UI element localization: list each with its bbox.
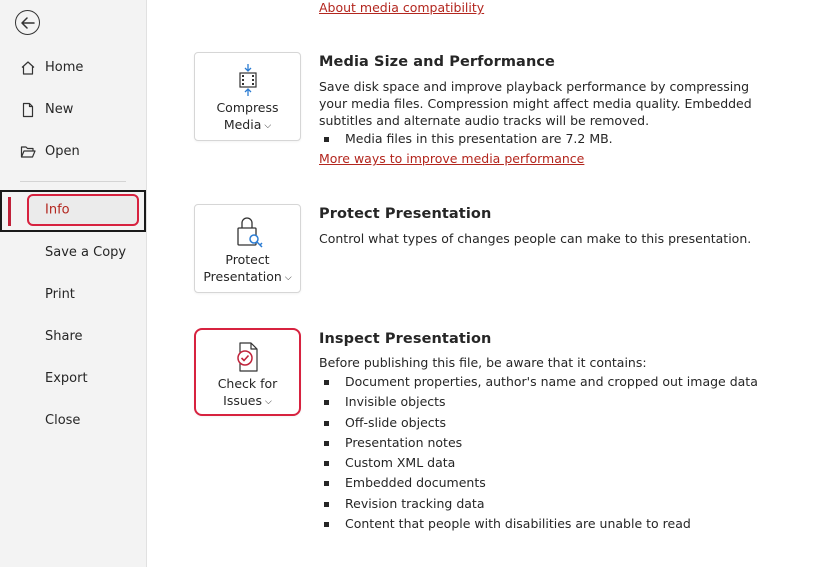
compress-media-label-line2-wrap [195,116,300,135]
list-item: Revision tracking data [319,494,758,514]
media-section-description: Save disk space and improve playback performance by compressing your media files. Compression might affect media quality. Embedded subtitles and alternate audio tracks will be removed. [319,79,752,128]
compress-media-label-line2: Media [223,117,262,132]
check-issues-label-line2: Issues [223,393,262,408]
sidebar-item-label: Info [45,202,70,218]
list-item: Presentation notes [319,433,758,453]
sidebar-divider [20,181,126,182]
sidebar-item-info[interactable] [0,190,146,232]
list-item: Content that people with disabilities are unable to read [319,514,758,534]
sidebar-item-save-a-copy[interactable] [0,238,146,268]
list-item: Media files in this presentation are 7.2 MB. [319,129,613,149]
home-icon [20,60,36,76]
info-highlight [27,194,139,226]
list-item: Custom XML data [319,453,758,473]
back-arrow-icon [21,17,35,29]
check-document-icon [234,341,262,373]
new-document-icon [20,102,36,118]
protect-section-description: Control what types of changes people can make to this presentation. [319,231,752,246]
check-issues-label-line2-wrap [196,392,299,411]
active-indicator [8,197,11,226]
list-item: Embedded documents [319,473,758,493]
open-folder-icon [20,144,36,160]
chevron-down-icon: ⌵ [265,397,272,407]
sidebar-item-label: Save a Copy [45,245,127,260]
protect-label-line1: Protect [225,252,270,267]
chevron-down-icon: ⌵ [284,273,292,283]
media-performance-link[interactable]: More ways to improve media performance [319,151,585,166]
sidebar-item-print[interactable] [0,280,146,310]
inspect-items-list [319,372,758,534]
list-item: Document properties, author's name and cropped out image data [319,372,758,392]
compress-media-label-line1: Compress [216,100,279,115]
sidebar-item-label: Home [45,60,84,75]
protect-label-line2-wrap [195,268,300,287]
sidebar-item-export[interactable] [0,364,146,394]
about-media-compatibility-link[interactable]: About media compatibility [319,0,485,15]
sidebar-item-label: Export [45,371,88,386]
sidebar-item-home[interactable] [0,53,146,83]
compress-media-icon [235,63,261,97]
media-section-title: Media Size and Performance [319,54,555,70]
check-for-issues-button[interactable] [194,328,301,416]
sidebar-item-label: Print [45,287,75,302]
sidebar-item-new[interactable] [0,95,146,125]
inspect-section-description: Before publishing this file, be aware that it contains: [319,355,647,370]
protect-label-line2: Presentation [203,269,282,284]
sidebar-item-label: Close [45,413,81,428]
media-info-list [319,129,613,149]
backstage-sidebar [0,0,147,567]
sidebar-item-close[interactable] [0,406,146,436]
sidebar-item-share[interactable] [0,322,146,352]
check-issues-label-line1: Check for [217,376,278,391]
protect-section-title: Protect Presentation [319,206,492,222]
compress-media-button[interactable] [194,52,301,141]
protect-presentation-button[interactable] [194,204,301,293]
list-item: Off-slide objects [319,413,758,433]
back-button[interactable] [15,10,40,35]
sidebar-item-open[interactable] [0,137,146,167]
inspect-section-title: Inspect Presentation [319,331,492,347]
chevron-down-icon: ⌵ [264,121,272,131]
list-item: Invisible objects [319,392,758,412]
lock-key-icon [232,215,264,249]
sidebar-item-label: New [45,102,74,117]
sidebar-item-label: Share [45,329,83,344]
sidebar-item-label: Open [45,144,80,159]
